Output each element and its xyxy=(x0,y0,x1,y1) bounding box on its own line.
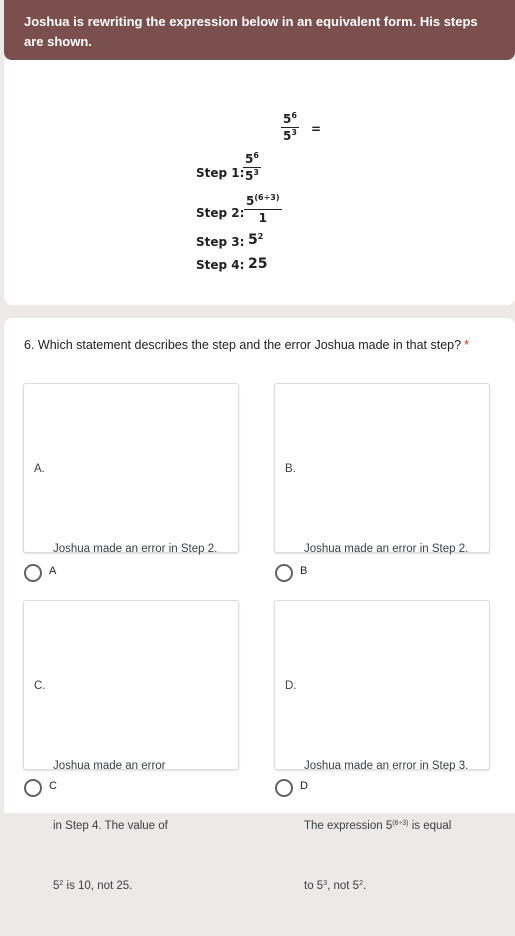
section-header-text: Joshua is rewriting the expression below in an equivalent form. His steps are shown. xyxy=(24,14,478,49)
required-marker: * xyxy=(464,338,469,352)
section-header xyxy=(4,0,515,60)
image-card xyxy=(4,60,515,305)
option-d-letter: D. xyxy=(285,680,297,692)
option-c-radio-label[interactable]: C xyxy=(49,780,57,792)
option-a-image[interactable] xyxy=(23,383,239,553)
option-b-letter: B. xyxy=(285,463,296,475)
option-b-text: Joshua made an error in Step 2. xyxy=(304,543,469,555)
step1-label: Step 1: xyxy=(196,166,245,180)
step3-value: $5^2$ xyxy=(248,232,264,248)
option-d-radio[interactable] xyxy=(275,779,293,797)
question-card xyxy=(4,318,515,892)
option-c-image[interactable] xyxy=(23,600,239,892)
option-b-radio-label[interactable]: B xyxy=(300,565,308,577)
option-b-image[interactable] xyxy=(274,383,490,553)
option-b-radio[interactable] xyxy=(275,564,293,582)
step4-value: 25 xyxy=(248,256,268,272)
step1-fraction: $\frac{5^6}{5^3}$ xyxy=(245,151,259,183)
option-c-text: Joshua made an error in Step 4. The value of $5^2$ is 10, not 25. xyxy=(53,760,168,892)
option-a-radio-label[interactable]: A xyxy=(49,565,57,577)
option-d-image[interactable] xyxy=(274,600,490,892)
question-title xyxy=(24,338,469,352)
step4-label: Step 4: xyxy=(196,258,245,272)
question-number: 6. xyxy=(24,338,35,352)
expression-fraction: $\frac{5^6}{5^3}$ xyxy=(283,111,297,143)
option-a-text: Joshua made an error in Step 2. xyxy=(53,543,218,555)
step2-label: Step 2: xyxy=(196,206,245,220)
option-a-radio[interactable] xyxy=(24,564,42,582)
question-text: Which statement describes the step and the error Joshua made in that step? xyxy=(37,338,462,352)
step3-label: Step 3: xyxy=(196,235,245,249)
equals-sign: = xyxy=(311,122,322,136)
option-c-radio[interactable] xyxy=(24,779,42,797)
option-d-text: Joshua made an error in Step 3. The expression $5^{(6\div 3)}$ is equal to $5^3$, not $5^2$. xyxy=(304,760,469,892)
option-a-letter: A. xyxy=(34,463,45,475)
option-d-radio-label[interactable]: D xyxy=(300,780,308,792)
option-c-letter: C. xyxy=(34,680,46,692)
step2-fraction: $\frac{5^{(6\div 3)}}{1}$ xyxy=(246,193,280,225)
